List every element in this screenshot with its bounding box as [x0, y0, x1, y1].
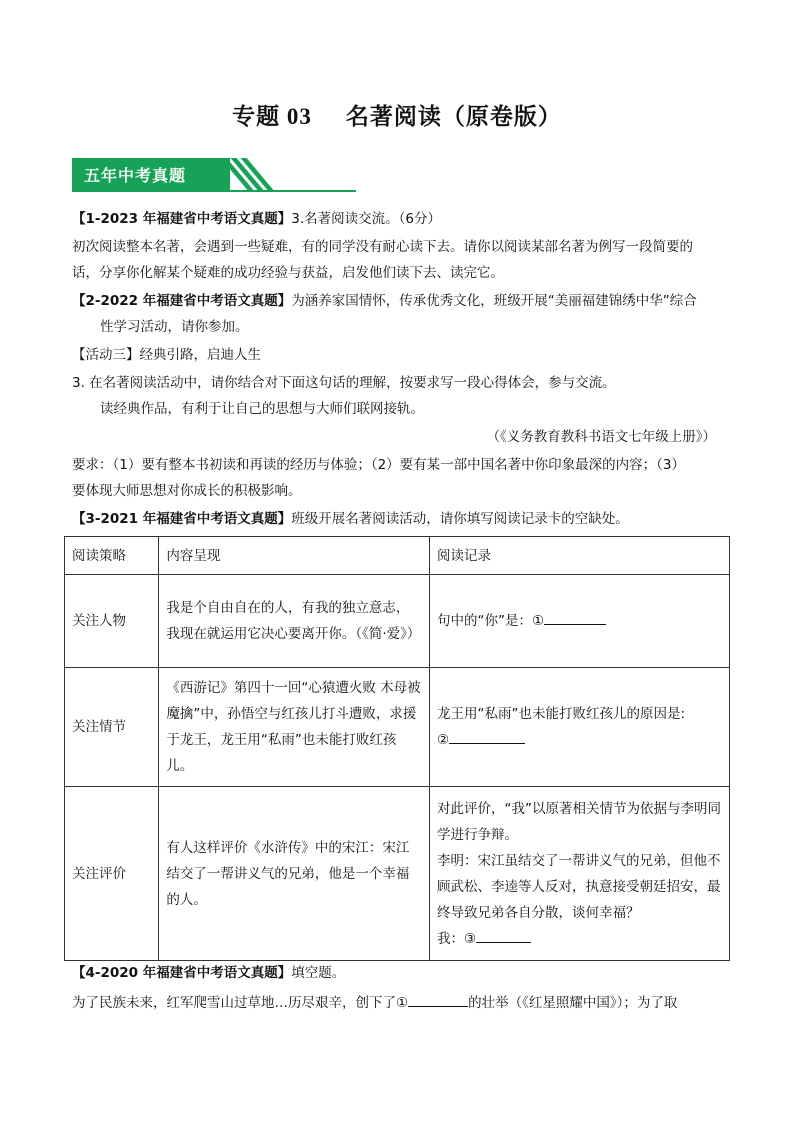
q1-line-2: 话，分享你化解某个疑难的成功经验与获益，启发他们读下去、读完它。: [72, 265, 504, 281]
q1-header: [72, 210, 441, 228]
section-banner: [72, 158, 358, 194]
q4-text-a: 为了民族未来，红军爬雪山过草地…历尽艰辛，创下了: [72, 995, 396, 1011]
record-prompt: 句中的“你”是：: [437, 613, 532, 629]
table-header: 内容呈现: [159, 537, 430, 575]
record-text: 对此评价，“我”以原著相关情节为依据与李明同学进行争辩。: [437, 800, 721, 843]
blank-number: ①: [532, 613, 545, 629]
title-text: 名著阅读（原卷版）: [345, 104, 562, 130]
q2-line-1: 性学习活动，请你参加。: [100, 319, 249, 335]
reading-record-table: [64, 536, 730, 961]
content-cell: 我是个自由自在的人，有我的独立意志，我现在就运用它决心要离开你。（《简·爱》）: [159, 575, 430, 668]
table-row: [65, 575, 730, 668]
table-header-row: [65, 537, 730, 575]
q2-source: （《义务教育教科书语文七年级上册》）: [486, 429, 716, 445]
answer-blank-1[interactable]: [544, 610, 606, 625]
q2-tag: 【2-2022 年福建省中考语文真题】: [72, 293, 292, 309]
q1-tag: 【1-2023 年福建省中考语文真题】: [72, 211, 292, 227]
blank-number: ①: [396, 995, 409, 1011]
q2-requirement-1: 要求：（1）要有整本书初读和再读的经历与体验；（2）要有某一部中国名著中你印象最深的内容；（3）: [72, 457, 686, 473]
answer-blank-2[interactable]: [449, 729, 525, 744]
record-cell: [430, 575, 730, 668]
q4-text-b: 的壮举（《红星照耀中国》）；为了取: [468, 995, 678, 1011]
q2-item-3: 3. 在名著阅读活动中，请你结合对下面这句话的理解，按要求写一段心得体会，参与交流。: [72, 375, 616, 391]
q4-head: 填空题。: [291, 965, 346, 981]
page-title: [0, 98, 794, 131]
q2-header: [72, 292, 697, 310]
table-header: 阅读策略: [65, 537, 159, 575]
record-prompt: 我：: [437, 930, 464, 947]
banner-underline: [72, 190, 356, 192]
record-cell: [430, 668, 730, 787]
q4-line-1: [72, 992, 677, 1012]
q1-line-1: 初次阅读整本名著，会遇到一些疑难，有的同学没有耐心读下去。请你以阅读某部名著为例写一段简要的: [72, 239, 693, 255]
q4-tag: 【4-2020 年福建省中考语文真题】: [72, 965, 292, 981]
q3-header: [72, 510, 629, 528]
table-row: [65, 668, 730, 787]
q2-activity: [72, 346, 261, 364]
q2-activity-text: 经典引路，启迪人生: [139, 347, 261, 363]
table-row: [65, 787, 730, 961]
title-number: 专题 03: [232, 104, 312, 129]
answer-blank-4[interactable]: [408, 992, 468, 1007]
strategy-cell: 关注情节: [65, 668, 159, 787]
q2-quote: 读经典作品，有利于让自己的思想与大师们联网接轨。: [100, 401, 424, 417]
answer-blank-3[interactable]: [476, 928, 531, 943]
q2-activity-tag: 【活动三】: [72, 347, 140, 363]
record-cell: [430, 787, 730, 961]
blank-number: ③: [464, 930, 477, 947]
banner-label: 五年中考真题: [84, 166, 187, 185]
record-text: 李明：宋江虽结交了一帮讲义气的兄弟，但他不顾武松、李逵等人反对，执意接受朝廷招安，最终导致兄弟各自分散，谈何幸福？: [437, 852, 721, 921]
q3-head: 班级开展名著阅读活动，请你填写阅读记录卡的空缺处。: [291, 511, 629, 527]
strategy-cell: 关注评价: [65, 787, 159, 961]
q1-head: 3.名著阅读交流。（6分）: [291, 211, 442, 227]
blank-number: ②: [437, 732, 450, 748]
record-prompt: 龙王用“私雨”也未能打败红孩儿的原因是:: [437, 706, 686, 722]
q2-head: 为涵养家国情怀，传承优秀文化，班级开展“美丽福建锦绣中华”综合: [291, 293, 697, 309]
q2-requirement-2: 要体现大师思想对你成长的积极影响。: [72, 483, 302, 499]
q3-tag: 【3-2021 年福建省中考语文真题】: [72, 511, 292, 527]
content-cell: 有人这样评价《水浒传》中的宋江：宋江结交了一帮讲义气的兄弟，他是一个幸福的人。: [159, 787, 430, 961]
q4-header: [72, 964, 345, 982]
content-cell: 《西游记》第四十一回“心猿遭火败 木母被魔擒”中，孙悟空与红孩儿打斗遭败，求援于龙王，龙王用“私雨”也未能打败红孩儿。: [159, 668, 430, 787]
table-header: 阅读记录: [430, 537, 730, 575]
strategy-cell: 关注人物: [65, 575, 159, 668]
